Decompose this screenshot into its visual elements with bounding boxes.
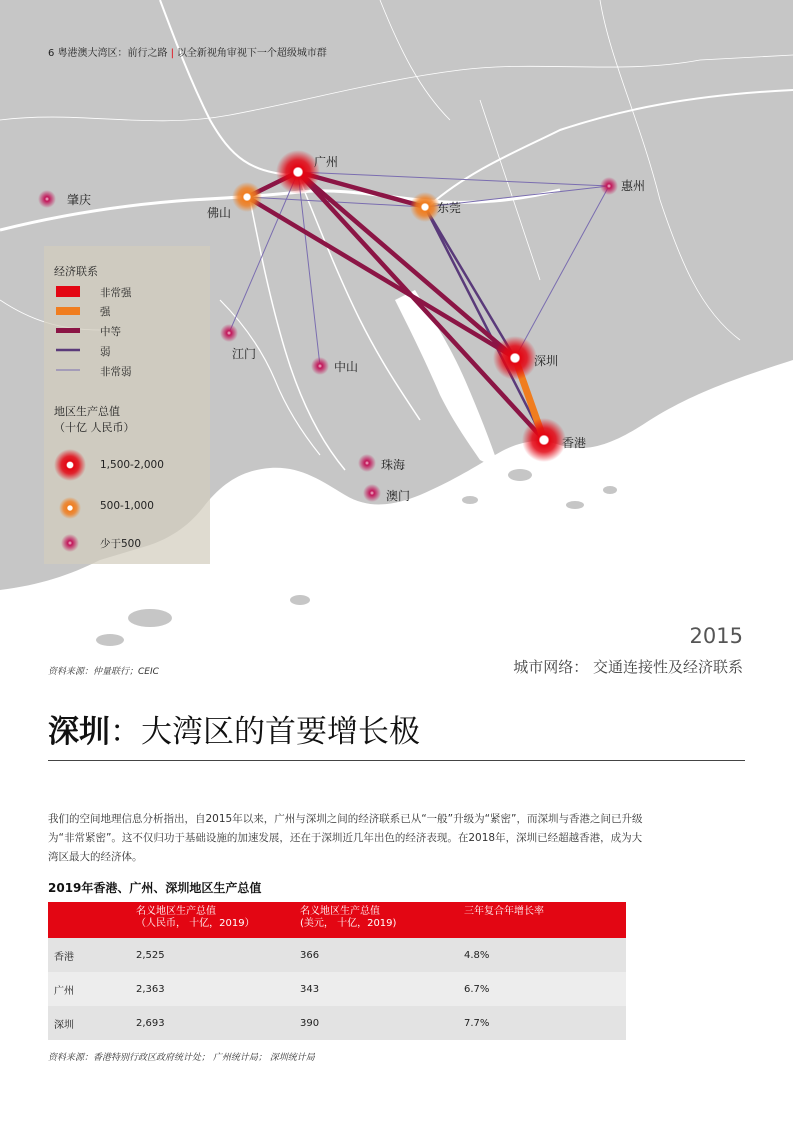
table-cell-city: 广州 — [48, 972, 130, 1006]
legend-bubble-small — [61, 534, 79, 552]
map-year: 2015 — [689, 624, 743, 648]
report-title: 粤港澳大湾区：前行之路 — [57, 48, 168, 59]
map-subtitle: 城市网络： 交通连接性及经济联系 — [513, 658, 743, 676]
city-label-zhaoqing: 肇庆 — [67, 193, 92, 207]
page-number: 6 — [48, 48, 55, 59]
city-node — [38, 190, 56, 208]
table-cell-city: 香港 — [48, 938, 130, 972]
legend-gdp-large: 1,500-2,000 — [100, 459, 164, 471]
table-cell-cagr: 6.7% — [458, 972, 626, 1006]
city-node — [493, 336, 537, 380]
table-row — [48, 1006, 626, 1040]
city-label-dongguan: 东莞 — [437, 201, 462, 215]
city-label-foshan: 佛山 — [207, 206, 232, 220]
legend-bubble-medium — [59, 497, 81, 519]
table-header-cagr: 三年复合年增长率 — [458, 902, 626, 938]
table-cell-cagr: 7.7% — [458, 1006, 626, 1040]
city-label-zhongshan: 中山 — [334, 360, 359, 374]
table-title: 2019年香港、广州、深圳地区生产总值 — [48, 881, 262, 895]
report-subtitle: 以全新视角审视下一个超级城市群 — [176, 48, 327, 59]
headline-bold: 深圳 — [48, 714, 110, 750]
table-header-usd: 名义地区生产总值 (美元， 十亿，2019) — [294, 902, 458, 938]
table-cell-city: 深圳 — [48, 1006, 130, 1040]
table-cell-usd: 390 — [294, 1006, 458, 1040]
city-label-shenzhen: 深圳 — [534, 354, 559, 368]
legend-gdp-small: 少于500 — [100, 538, 142, 550]
city-node — [600, 177, 618, 195]
table-header-rmb: 名义地区生产总值 （人民币， 十亿，2019） — [130, 902, 294, 938]
article-body: 我们的空间地理信息分析指出，自2015年以来，广州与深圳之间的经济联系已从“一般”升级为“紧密”，而深圳与香港之间已升级为“非常紧密”。这不仅归功于基础设施的加速发展，还在于深圳近几年出色的经济表现。在2018年，深圳已经超越香港，成为大湾区最大的经济体。 — [48, 813, 643, 863]
city-label-huizhou: 惠州 — [621, 179, 646, 193]
map-legend — [44, 246, 210, 564]
legend-gdp-unit: （十亿 人民币） — [54, 421, 135, 434]
table-row — [48, 938, 626, 972]
legend-label-medium: 中等 — [100, 326, 121, 338]
map-source: 资料来源：仲量联行；CEIC — [48, 667, 159, 677]
table-cell-cagr: 4.8% — [458, 938, 626, 972]
city-label-macau: 澳门 — [386, 489, 411, 503]
city-label-jiangmen: 江门 — [232, 347, 257, 361]
table-source: 资料来源：香港特别行政区政府统计处； 广州统计局； 深圳统计局 — [48, 1053, 315, 1063]
gdp-table — [48, 902, 626, 1040]
legend-swatch-very-strong — [56, 286, 80, 297]
table-header-city — [48, 902, 130, 938]
city-label-guangzhou: 广州 — [314, 155, 339, 169]
legend-swatch-medium — [56, 328, 80, 333]
table-cell-rmb: 2,525 — [130, 938, 294, 972]
article-headline — [48, 706, 420, 751]
legend-swatch-strong — [56, 307, 80, 315]
legend-bubble-large — [54, 449, 86, 481]
legend-gdp-title: 地区生产总值 — [54, 405, 120, 418]
page-header: 6 粤港澳大湾区：前行之路 | 以全新视角审视下一个超级城市群 — [48, 48, 327, 59]
table-row — [48, 972, 626, 1006]
city-node — [358, 454, 376, 472]
city-node — [311, 357, 329, 375]
headline-rest: ：大湾区的首要增长极 — [110, 714, 420, 750]
legend-gdp-medium: 500-1,000 — [100, 500, 154, 512]
city-node — [232, 182, 262, 212]
table-cell-rmb: 2,363 — [130, 972, 294, 1006]
city-node — [363, 484, 381, 502]
table-cell-usd: 366 — [294, 938, 458, 972]
legend-label-very-weak: 非常弱 — [100, 366, 132, 378]
city-node — [410, 192, 440, 222]
table-cell-rmb: 2,693 — [130, 1006, 294, 1040]
table-cell-usd: 343 — [294, 972, 458, 1006]
city-label-zhuhai: 珠海 — [381, 458, 406, 472]
legend-title: 经济联系 — [54, 265, 98, 278]
city-node — [522, 418, 566, 462]
city-node — [220, 324, 238, 342]
legend-label-weak: 弱 — [100, 346, 111, 358]
table-header-row — [48, 902, 626, 938]
legend-label-strong: 强 — [100, 306, 111, 318]
city-label-hongkong: 香港 — [562, 436, 587, 450]
legend-label-very-strong: 非常强 — [100, 287, 132, 299]
headline-divider — [48, 760, 745, 761]
